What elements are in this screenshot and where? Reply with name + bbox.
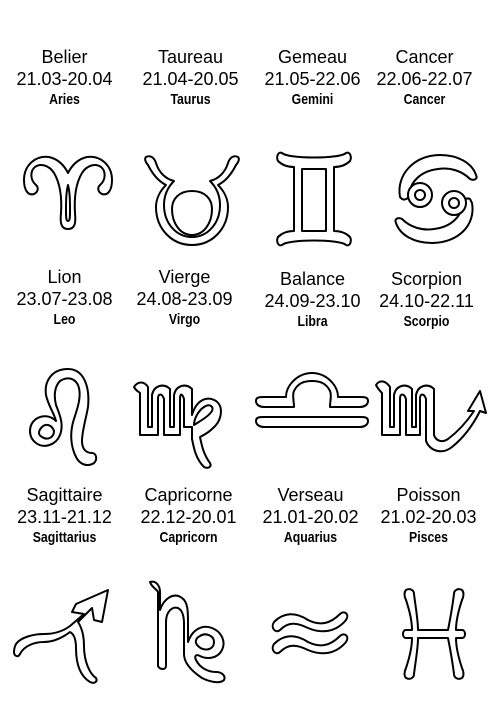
french-name: Balance	[279, 269, 346, 289]
virgo-icon	[124, 355, 249, 485]
cancer-icon	[374, 135, 499, 265]
english-name: Libra	[297, 313, 328, 330]
french-name: Sagittaire	[26, 485, 103, 505]
french-name: Cancer	[395, 47, 454, 67]
english-name: Taurus	[170, 91, 211, 108]
leo-icon	[4, 355, 129, 485]
date-range: 21.01-20.02	[262, 507, 359, 527]
french-name: Capricorne	[144, 485, 233, 505]
date-range: 21.02-20.03	[380, 507, 477, 527]
taurus-icon	[128, 135, 253, 265]
date-range: 24.09-23.10	[264, 291, 361, 311]
sign-label-taurus	[128, 46, 253, 110]
date-range: 21.03-20.04	[16, 69, 113, 89]
sagittarius-icon	[4, 570, 129, 700]
date-range: 22.06-22.07	[376, 69, 473, 89]
english-name: Pisces	[408, 529, 448, 546]
english-name: Capricorn	[159, 529, 218, 546]
date-range: 24.08-23.09	[136, 289, 233, 309]
date-range: 21.04-20.05	[142, 69, 239, 89]
english-name: Aries	[49, 91, 80, 108]
gemini-icon	[252, 135, 377, 265]
sign-label-sagittarius	[2, 484, 127, 548]
date-range: 23.07-23.08	[16, 289, 113, 309]
french-name: Lion	[47, 267, 82, 287]
english-name: Sagittarius	[32, 529, 97, 546]
sign-label-aquarius	[248, 484, 373, 548]
french-name: Taureau	[157, 47, 224, 67]
french-name: Poisson	[396, 485, 461, 505]
french-name: Belier	[41, 47, 88, 67]
capricorn-icon	[126, 570, 251, 700]
aries-icon	[4, 135, 129, 265]
sign-label-capricorn	[126, 484, 251, 548]
english-name: Gemini	[291, 91, 334, 108]
sign-label-pisces	[366, 484, 491, 548]
french-name: Scorpion	[390, 269, 463, 289]
sign-label-cancer	[362, 46, 487, 110]
english-name: Aquarius	[283, 529, 338, 546]
libra-icon	[250, 355, 375, 485]
french-name: Gemeau	[277, 47, 348, 67]
pisces-icon	[372, 570, 497, 700]
sign-label-scorpio	[364, 268, 489, 332]
sign-label-virgo	[122, 266, 247, 330]
date-range: 21.05-22.06	[264, 69, 361, 89]
sign-label-libra	[250, 268, 375, 332]
english-name: Cancer	[403, 91, 446, 108]
scorpio-icon	[372, 355, 497, 485]
french-name: Vierge	[158, 267, 211, 287]
date-range: 23.11-21.12	[17, 507, 112, 527]
english-name: Scorpio	[403, 313, 450, 330]
sign-label-gemini	[250, 46, 375, 110]
sign-label-aries	[2, 46, 127, 110]
date-range: 22.12-20.01	[140, 507, 237, 527]
sign-label-leo	[2, 266, 127, 330]
english-name: Virgo	[168, 311, 201, 328]
date-range: 24.10-22.11	[379, 291, 474, 311]
french-name: Verseau	[277, 485, 344, 505]
english-name: Leo	[53, 311, 76, 328]
aquarius-icon	[250, 570, 375, 700]
